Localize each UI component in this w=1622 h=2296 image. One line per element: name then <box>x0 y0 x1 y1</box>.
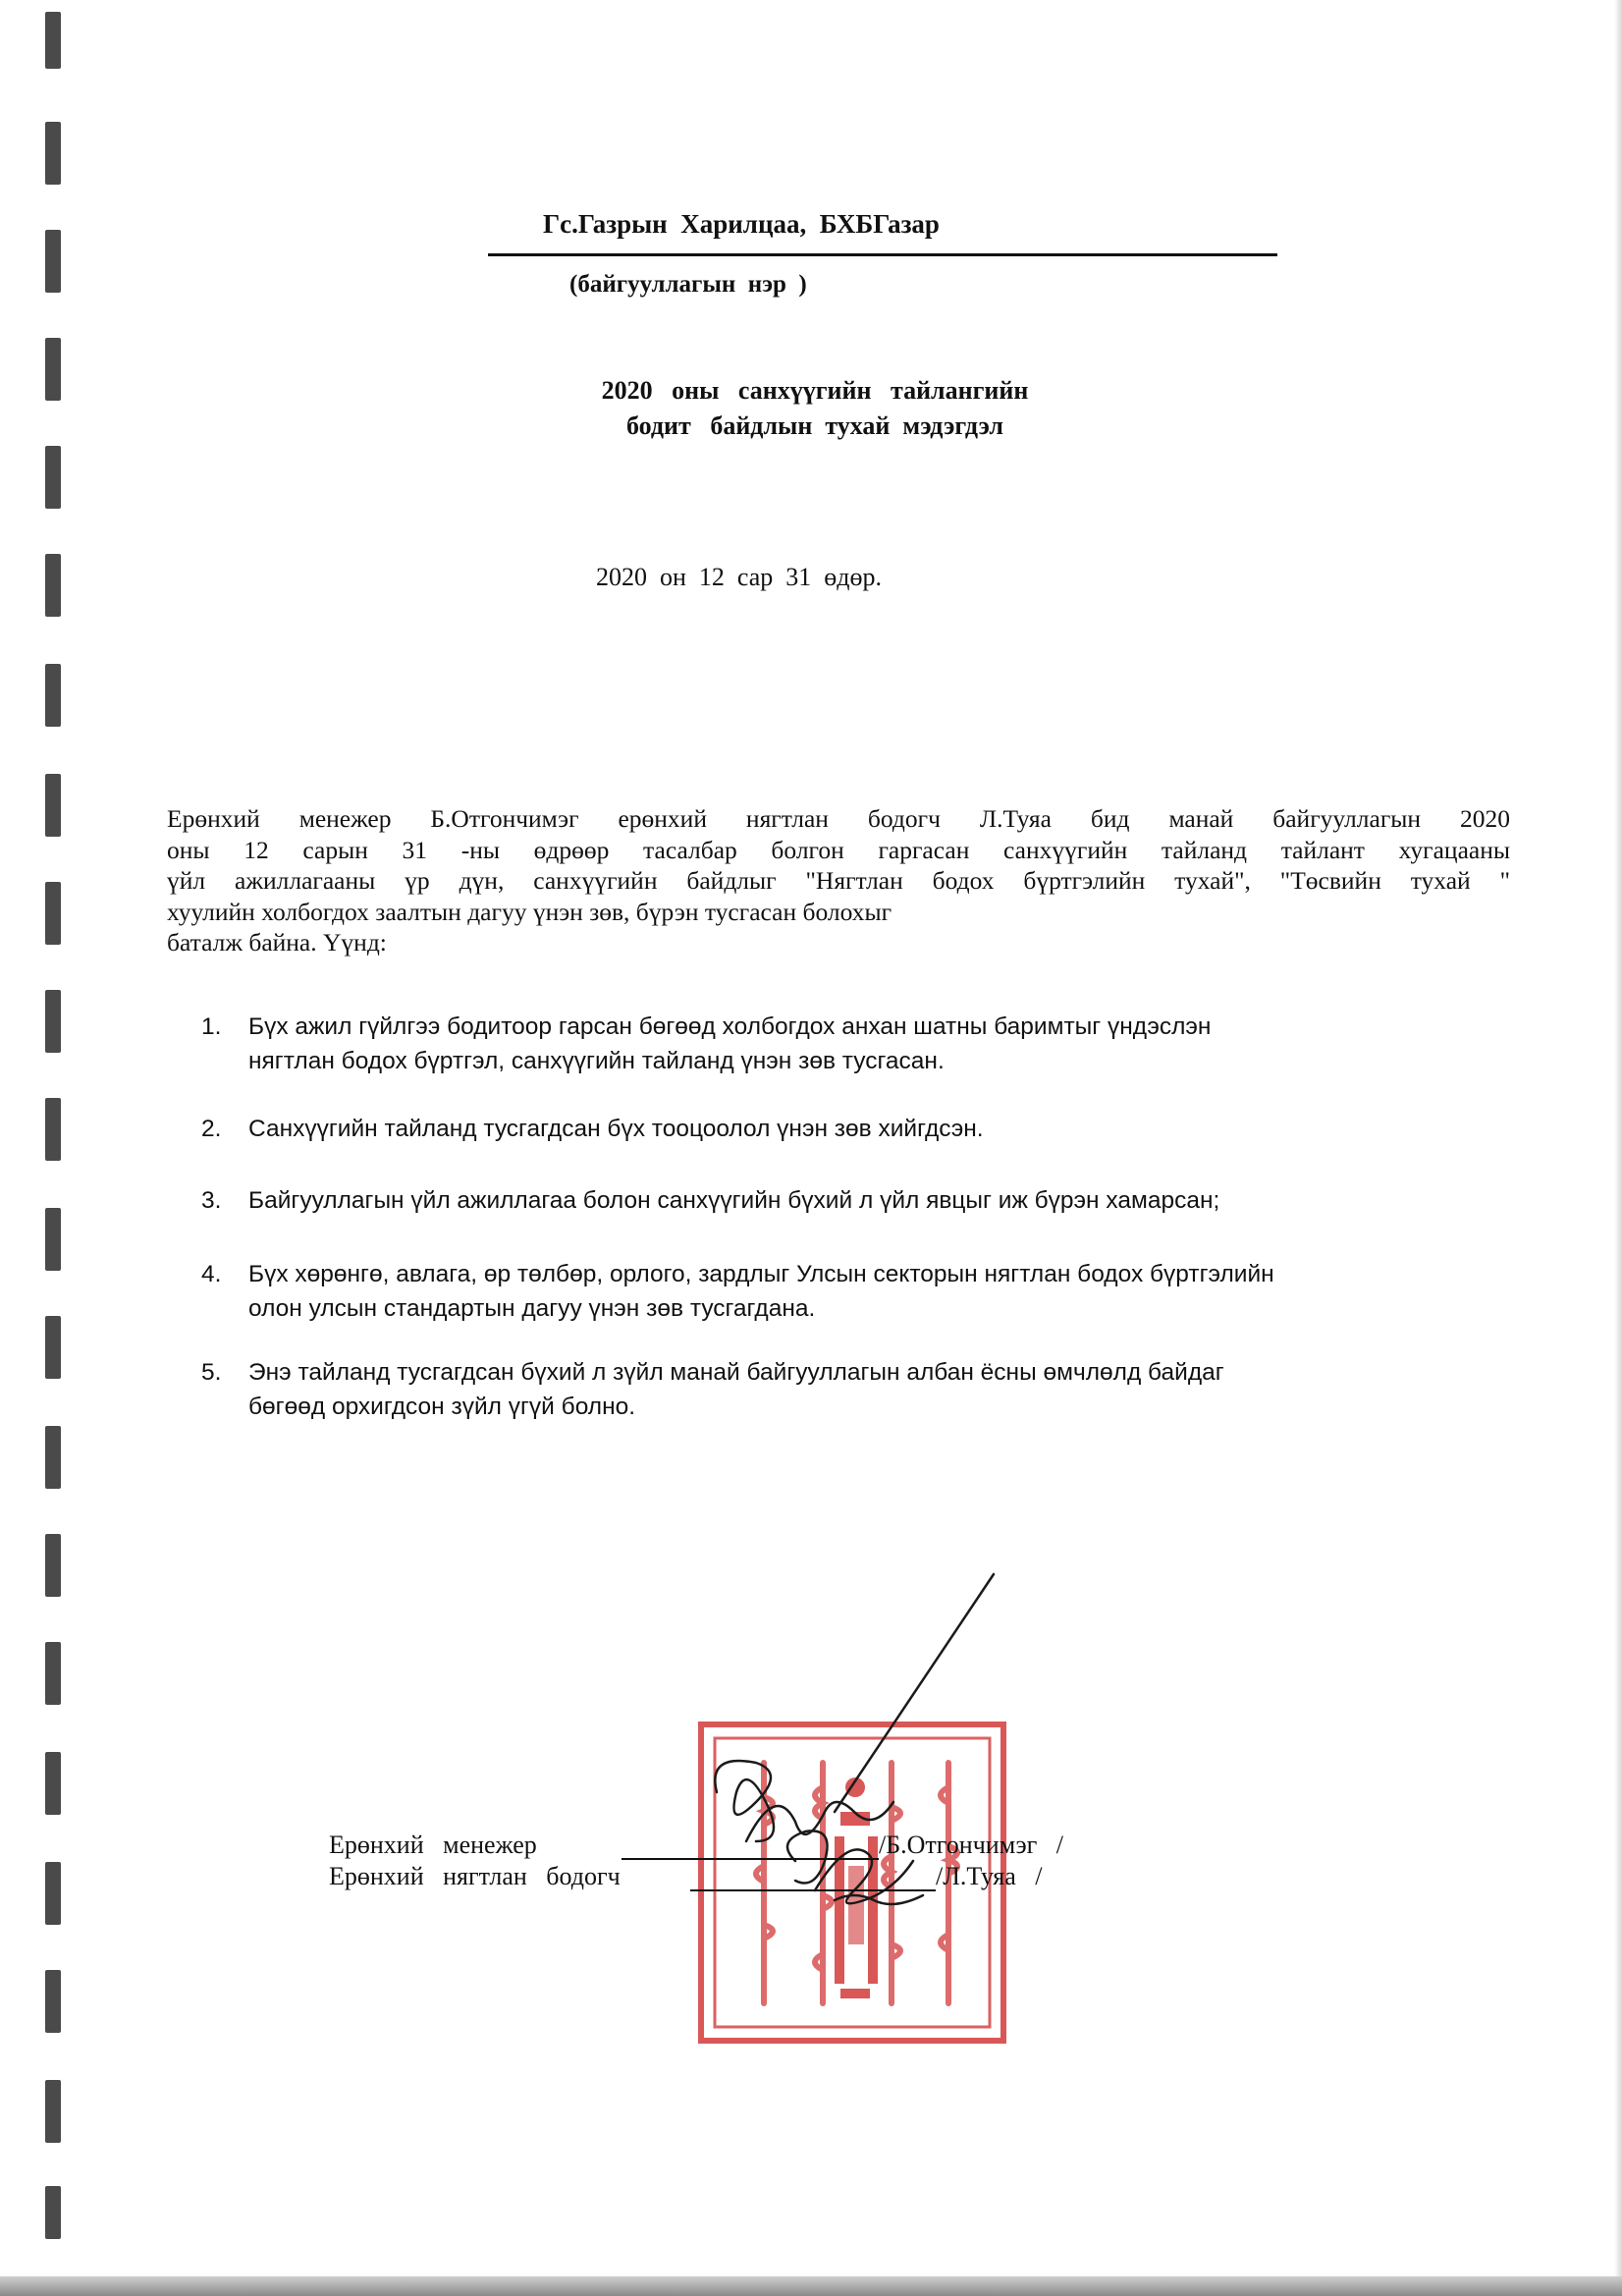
binding-mark <box>45 1534 61 1597</box>
list-item-line: Байгууллагын үйл ажиллагаа болон санхүүгийн бүхий л үйл явцыг иж бүрэн хамарсан; <box>248 1187 1220 1214</box>
list-item-line: Бүх хөрөнгө, авлага, өр төлбөр, орлого, зардлыг Улсын секторын нягтлан бодох бүртгэлийн <box>248 1261 1274 1287</box>
signature-title-manager: Ерөнхий менежер <box>329 1831 537 1859</box>
binding-mark <box>45 1316 61 1379</box>
binding-mark <box>45 1426 61 1489</box>
scan-edge <box>1614 0 1622 2296</box>
binding-mark <box>45 1752 61 1815</box>
organization-caption: (байгууллагын нэр ) <box>569 271 807 298</box>
list-item <box>201 1257 1274 1326</box>
binding-mark <box>45 1098 61 1161</box>
binding-mark <box>45 882 61 945</box>
list-item <box>201 1355 1224 1424</box>
binding-mark <box>45 990 61 1053</box>
binding-mark <box>45 122 61 185</box>
list-item-number: 2. <box>201 1116 222 1142</box>
title-line-2: бодит байдлын тухай мэдэгдэл <box>626 411 1003 440</box>
signature-title-accountant: Ерөнхий нягтлан бодогч <box>329 1862 621 1890</box>
document-date: 2020 он 12 сар 31 өдөр. <box>596 563 883 591</box>
document-title <box>511 373 1119 444</box>
list-item-number: 3. <box>201 1187 222 1214</box>
organization-name: Гс.Газрын Харилцаа, БХБГазар <box>543 209 940 239</box>
binding-mark <box>45 554 61 617</box>
list-item-line: бөгөөд орхигдсон зүйл үгүй болно. <box>248 1394 636 1420</box>
intro-line: оны 12 сарын 31 -ны өдрөөр тасалбар болгон гаргасан санхүүгийн тайланд тайлант хугацааны <box>167 835 1510 864</box>
binding-mark <box>45 1642 61 1705</box>
binding-mark <box>45 446 61 509</box>
intro-line: үйл ажиллагааны үр дүн, санхүүгийн байдлыг "Нягтлан бодох бүртгэлийн тухай", "Төсвийн тухай " <box>167 866 1510 895</box>
binding-mark <box>45 774 61 837</box>
binding-mark <box>45 1208 61 1271</box>
list-item-number: 1. <box>201 1013 222 1040</box>
list-item-number: 5. <box>201 1359 222 1386</box>
list-item-line: Энэ тайланд тусгагдсан бүхий л зүйл манай байгууллагын албан ёсны өмчлөлд байдаг <box>248 1359 1224 1386</box>
intro-line: Ерөнхий менежер Б.Отгончимэг ерөнхий нягтлан бодогч Л.Туяа бид манай байгууллагын 2020 <box>167 804 1510 833</box>
organization-underline <box>488 253 1277 256</box>
binding-mark <box>45 1862 61 1925</box>
list-item-line: нягтлан бодох бүртгэл, санхүүгийн тайланд үнэн зөв тусгасан. <box>248 1048 945 1074</box>
binding-mark <box>45 1970 61 2033</box>
list-item <box>201 1112 984 1146</box>
signature-line <box>690 1889 936 1891</box>
list-item-number: 4. <box>201 1261 222 1287</box>
binding-mark <box>45 2186 61 2239</box>
list-item <box>201 1183 1219 1218</box>
signature-name-accountant: /Л.Туяа / <box>936 1862 1043 1890</box>
list-item <box>201 1010 1211 1078</box>
intro-line: баталж байна. Үүнд: <box>167 928 387 957</box>
list-item-line: Бүх ажил гүйлгээ бодитоор гарсан бөгөөд холбогдох анхан шатны баримтыг үндэслэн <box>248 1013 1212 1040</box>
handwritten-signature <box>687 1566 1041 1979</box>
intro-paragraph <box>167 803 1510 958</box>
title-line-1: 2020 оны санхүүгийн тайлангийн <box>601 376 1029 405</box>
intro-line: хуулийн холбогдох заалтын дагуу үнэн зөв, бүрэн тусгасан болохыг <box>167 897 892 926</box>
list-item-line: олон улсын стандартын дагуу үнэн зөв тусгагдана. <box>248 1295 816 1322</box>
binding-mark <box>45 338 61 401</box>
binding-mark <box>45 664 61 727</box>
binding-mark <box>45 12 61 69</box>
scan-bottom-strip <box>0 2276 1622 2296</box>
binding-mark <box>45 2080 61 2143</box>
signature-name-manager: /Б.Отгончимэг / <box>879 1831 1064 1859</box>
signature-line <box>622 1858 879 1860</box>
binding-mark <box>45 230 61 293</box>
list-item-line: Санхүүгийн тайланд тусгагдсан бүх тооцоолол үнэн зөв хийгдсэн. <box>248 1116 984 1142</box>
